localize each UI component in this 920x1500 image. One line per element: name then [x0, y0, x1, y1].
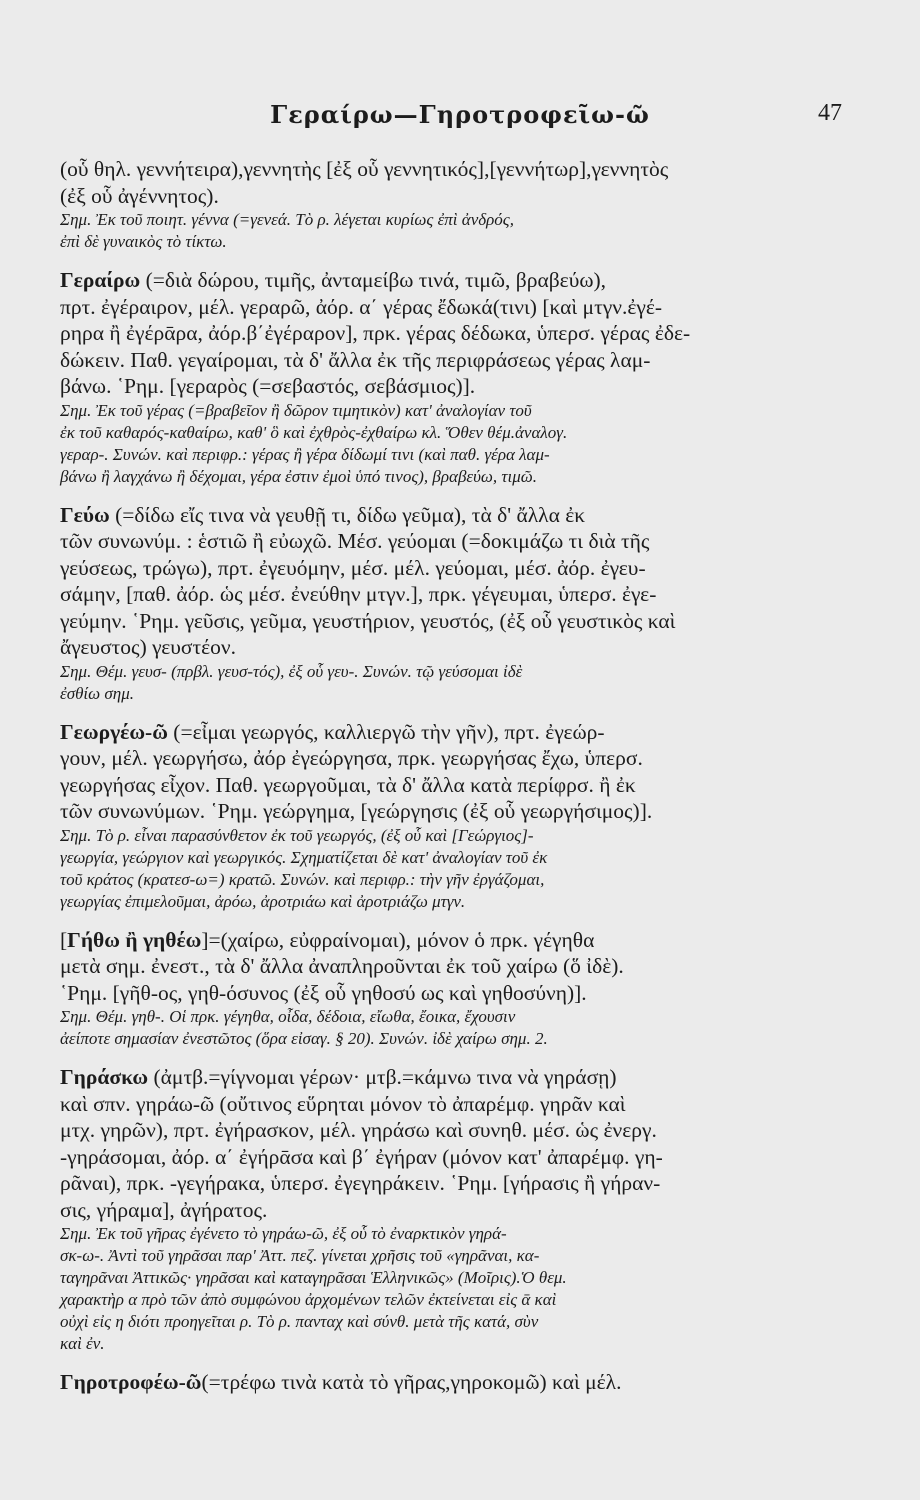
dictionary-entry	[60, 719, 860, 913]
line-text: τῶν συνωνύμων. ῾Ρημ. γεώργημα, [γεώργησις (ἐξ οὗ γεωργήσιμος)].	[60, 799, 653, 823]
line-text: γεωργία, γεώργιον καὶ γεωργικός. Σχηματίζεται δὲ κατ' ἀναλογίαν τοῦ ἐκ	[60, 847, 548, 867]
line-text: τῶν συνωνύμ. : ἑστιῶ ἢ εὐωχῶ. Μέσ. γεύομαι (=δοκιμάζω τι διὰ τῆς	[60, 529, 650, 553]
entry-line	[60, 267, 860, 294]
entry-line	[60, 719, 860, 746]
line-text: ῾Ρημ. [γῆθ-ος, γηθ-όσυνος (ἐξ οὗ γηθοσύ ως καὶ γηθοσύνη)].	[60, 980, 587, 1005]
line-text: Σημ. Θέμ. γευσ- (πρβλ. γευσ-τός), ἐξ οὗ γευ-. Συνών. τῷ γεύσομαι ἰδὲ	[60, 661, 523, 681]
line-text: ]=(χαίρω, εὐφραίνομαι), μόνον ὁ πρκ. γέγηθα	[201, 927, 595, 952]
dictionary-entry	[60, 156, 860, 253]
entry-line	[60, 156, 860, 183]
line-text: μτχ. γηρῶν), πρτ. ἐγήρασκον, μέλ. γηράσω καὶ συνηθ. μέσ. ὡς ἐνεργ.	[60, 1118, 657, 1142]
line-text: (=τρέφω τινὰ κατὰ τὸ γῆρας,γηροκομῶ) καὶ μέλ.	[201, 1370, 622, 1394]
running-head: Γεραίρω—Γηροτροφεῖω-ῶ	[270, 100, 650, 129]
note-line	[60, 1223, 860, 1245]
entry-line	[60, 347, 860, 374]
line-text: Σημ. Ἐκ τοῦ γῆρας ἐγένετο τὸ γηράω-ῶ, ἐξ οὗ τὸ ἐναρκτικὸν γηρά-	[60, 1224, 507, 1243]
line-text: χαρακτὴρ α πρὸ τῶν ἀπὸ συμφώνου ἀρχομένων τελῶν ἐκτείνεται εἰς ᾱ καὶ	[60, 1290, 557, 1309]
note-line	[60, 1245, 860, 1267]
line-text: Σημ. Θέμ. γηθ-. Οἱ πρκ. γέγηθα, οἶδα, δέδοια, εἴωθα, ἔοικα, ἔχουσιν	[60, 1007, 516, 1026]
line-text: σκ-ω-. Ἀντὶ τοῦ γηρᾶσαι παρ' Ἀττ. πεζ. γίνεται χρῆσις τοῦ «γηρᾶναι, κα-	[60, 1246, 540, 1265]
entry-line	[60, 1369, 860, 1396]
entry-line	[60, 745, 860, 772]
note-line	[60, 683, 860, 705]
entry-line	[60, 1197, 860, 1224]
entry-line	[60, 798, 860, 825]
entry-line	[60, 634, 860, 661]
note-line	[60, 661, 860, 683]
line-text: γουν, μέλ. γεωργήσω, ἀόρ ἐγεώργησα, πρκ. γεωργήσας ἔχω, ὑπερσ.	[60, 746, 643, 770]
note-line	[60, 1333, 860, 1355]
entry-line	[60, 320, 860, 347]
note-line	[60, 1289, 860, 1311]
entry-line	[60, 555, 860, 582]
line-text: ταγηρᾶναι Ἀττικῶς· γηρᾶσαι καὶ καταγηρᾶσαι Ἑλληνικῶς» (Μοῖρις).Ὁ θεμ.	[60, 1268, 567, 1287]
note-line	[60, 466, 860, 488]
line-text: ἐκ τοῦ καθαρός-καθαίρω, καθ' ὃ καὶ ἐχθρὸς-ἐχθαίρω κλ. Ὅθεν θέμ.ἀναλογ.	[60, 422, 568, 442]
entry-line	[60, 373, 860, 400]
entry-line	[60, 1170, 860, 1197]
note-line	[60, 1311, 860, 1333]
line-text: σάμην, [παθ. ἀόρ. ὡς μέσ. ἐνεύθην μτγν.], πρκ. γέγευμαι, ὑπερσ. ἐγε-	[60, 582, 657, 606]
line-text: ἀείποτε σημασίαν ἐνεστῶτος (ὅρα εἰσαγ. § 20). Συνών. ἰδὲ χαίρω σημ. 2.	[60, 1029, 548, 1048]
line-text: ἐσθίω σημ.	[60, 683, 135, 703]
headword: Γεωργέω-ῶ	[60, 719, 168, 744]
page-number: 47	[818, 100, 842, 126]
headword: Γήθω ἢ γηθέω	[67, 927, 202, 952]
entry-line	[60, 927, 860, 954]
note-line	[60, 825, 860, 847]
line-text: οὐχὶ εἰς η διότι προηγεῖται ρ. Τὸ ρ. πανταχ καὶ σύνθ. μετὰ τῆς κατά, σὺν	[60, 1312, 539, 1331]
bracket-mark: [	[60, 927, 68, 952]
dictionary-entry	[60, 1064, 860, 1355]
note-line	[60, 1006, 860, 1028]
headword: Γεύω	[60, 502, 110, 527]
entry-line	[60, 581, 860, 608]
note-line	[60, 891, 860, 913]
line-text: ἄγευστος) γευστέον.	[60, 635, 237, 659]
entry-line	[60, 1064, 860, 1091]
note-line	[60, 209, 860, 231]
entry-line	[60, 953, 860, 980]
entry-line	[60, 1144, 860, 1171]
note-line	[60, 422, 860, 444]
line-text: (=διὰ δώρου, τιμῆς, ἀνταμείβω τινά, τιμῶ, βραβεύω),	[140, 268, 607, 292]
line-text: δώκειν. Παθ. γεγαίρομαι, τὰ δ' ἄλλα ἐκ τῆς περιφράσεως γέρας λαμ-	[60, 347, 651, 372]
line-text: γεύμην. ῾Ρημ. γεῦσις, γεῦμα, γευστήριον, γευστός, (ἐξ οὗ γευστικὸς καὶ	[60, 608, 676, 633]
line-text: (=δίδω εἴς τινα νὰ γευθῇ τι, δίδω γεῦμα), τὰ δ' ἄλλα ἐκ	[109, 502, 586, 527]
entry-line	[60, 294, 860, 321]
line-text: τοῦ κράτος (κρατεσ-ω=) κρατῶ. Συνών. καὶ περιφρ.: τὴν γῆν ἐργάζομαι,	[60, 869, 545, 889]
line-text: (ἀμτβ.=γίγνομαι γέρων· μτβ.=κάμνω τινα νὰ γηράσῃ)	[148, 1065, 617, 1089]
line-text: γεύσεως, τρώγω), πρτ. ἐγευόμην, μέσ. μέλ. γεύομαι, μέσ. ἀόρ. ἐγευ-	[60, 555, 646, 580]
page-body	[60, 156, 860, 1410]
note-line	[60, 231, 860, 253]
line-text: (ἐξ οὗ ἀγέννητος).	[60, 183, 219, 208]
note-line	[60, 1028, 860, 1050]
headword: Γηράσκω	[60, 1065, 149, 1089]
line-text: -γηράσομαι, ἀόρ. α΄ ἐγήρᾱσα καὶ β΄ ἐγήραν (μόνον κατ' ἀπαρέμφ. γη-	[60, 1144, 663, 1169]
line-text: Σημ. Ἐκ τοῦ γέρας (=βραβεῖον ἢ δῶρον τιμητικὸν) κατ' ἀναλογίαν τοῦ	[60, 400, 532, 420]
dictionary-entry	[60, 502, 860, 705]
line-text: γεωργήσας εἶχον. Παθ. γεωργοῦμαι, τὰ δ' ἄλλα κατὰ περίφρσ. ἢ ἐκ	[60, 772, 636, 797]
headword: Γεραίρω	[60, 268, 141, 292]
dictionary-entry	[60, 1369, 860, 1396]
line-text: βάνω ἢ λαγχάνω ἢ δέχομαι, γέρα ἐστιν ἐμοὶ ὑπό τινος), βραβεύω, τιμῶ.	[60, 466, 538, 486]
entry-line	[60, 183, 860, 210]
line-text: ἐπὶ δὲ γυναικὸς τὸ τίκτω.	[60, 232, 227, 251]
dictionary-entry	[60, 927, 860, 1051]
line-text: σις, γήραμα], ἀγήρατος.	[60, 1197, 268, 1222]
line-text: Σημ. Ἐκ τοῦ ποιητ. γέννα (=γενεά. Τὸ ρ. λέγεται κυρίως ἐπὶ ἀνδρός,	[60, 210, 514, 229]
note-line	[60, 444, 860, 466]
entry-line	[60, 980, 860, 1007]
entry-line	[60, 608, 860, 635]
line-text: (=εἶμαι γεωργός, καλλιεργῶ τὴν γῆν), πρτ. ἐγεώρ-	[167, 719, 605, 744]
line-text: πρτ. ἐγέραιρον, μέλ. γεραρῶ, ἀόρ. α΄ γέρας ἔδωκά(τινι) [καὶ μτγν.ἐγέ-	[60, 294, 663, 319]
note-line	[60, 847, 860, 869]
line-text: βάνω. ῾Ρημ. [γεραρὸς (=σεβαστός, σεβάσμιος)].	[60, 374, 476, 398]
note-line	[60, 400, 860, 422]
note-line	[60, 869, 860, 891]
line-text: γεραρ-. Συνών. καὶ περιφρ.: γέρας ἢ γέρα δίδωμί τινι (καὶ παθ. γέρα λαμ-	[60, 444, 550, 464]
entry-line	[60, 502, 860, 529]
line-text: ρᾶναι), πρκ. -γεγήρακα, ὑπερσ. ἐγεγηράκειν. ῾Ρημ. [γήρασις ἢ γήραν-	[60, 1171, 661, 1195]
entry-line	[60, 528, 860, 555]
entry-line	[60, 1117, 860, 1144]
line-text: Σημ. Τὸ ρ. εἶναι παρασύνθετον ἐκ τοῦ γεωργός, (ἐξ οὗ καὶ [Γεώργιος]-	[60, 825, 534, 845]
line-text: μετὰ σημ. ἐνεστ., τὰ δ' ἄλλα ἀναπληροῦνται ἐκ τοῦ χαίρω (ὅ ἰδὲ).	[60, 954, 624, 978]
line-text: γεωργίας ἐπιμελοῦμαι, ἀρόω, ἀροτριάω καὶ ἀροτριάζω μτγν.	[60, 891, 466, 911]
line-text: καὶ ἐν.	[60, 1334, 105, 1353]
entry-line	[60, 1091, 860, 1118]
note-line	[60, 1267, 860, 1289]
line-text: (οὗ θηλ. γεννήτειρα),γεννητὴς [ἐξ οὗ γεννητικός],[γεννήτωρ],γεννητὸς	[60, 157, 669, 181]
headword: Γηροτροφέω-ῶ	[60, 1370, 202, 1394]
line-text: καὶ σπν. γηράω-ῶ (οὔτινος εὕρηται μόνον τὸ ἀπαρέμφ. γηρᾶν καὶ	[60, 1091, 626, 1116]
line-text: ρηρα ἢ ἐγέρᾱρα, ἀόρ.β΄ἐγέραρον], πρκ. γέρας δέδωκα, ὑπερσ. γέρας ἐδε-	[60, 321, 691, 345]
dictionary-entry	[60, 267, 860, 488]
entry-line	[60, 772, 860, 799]
